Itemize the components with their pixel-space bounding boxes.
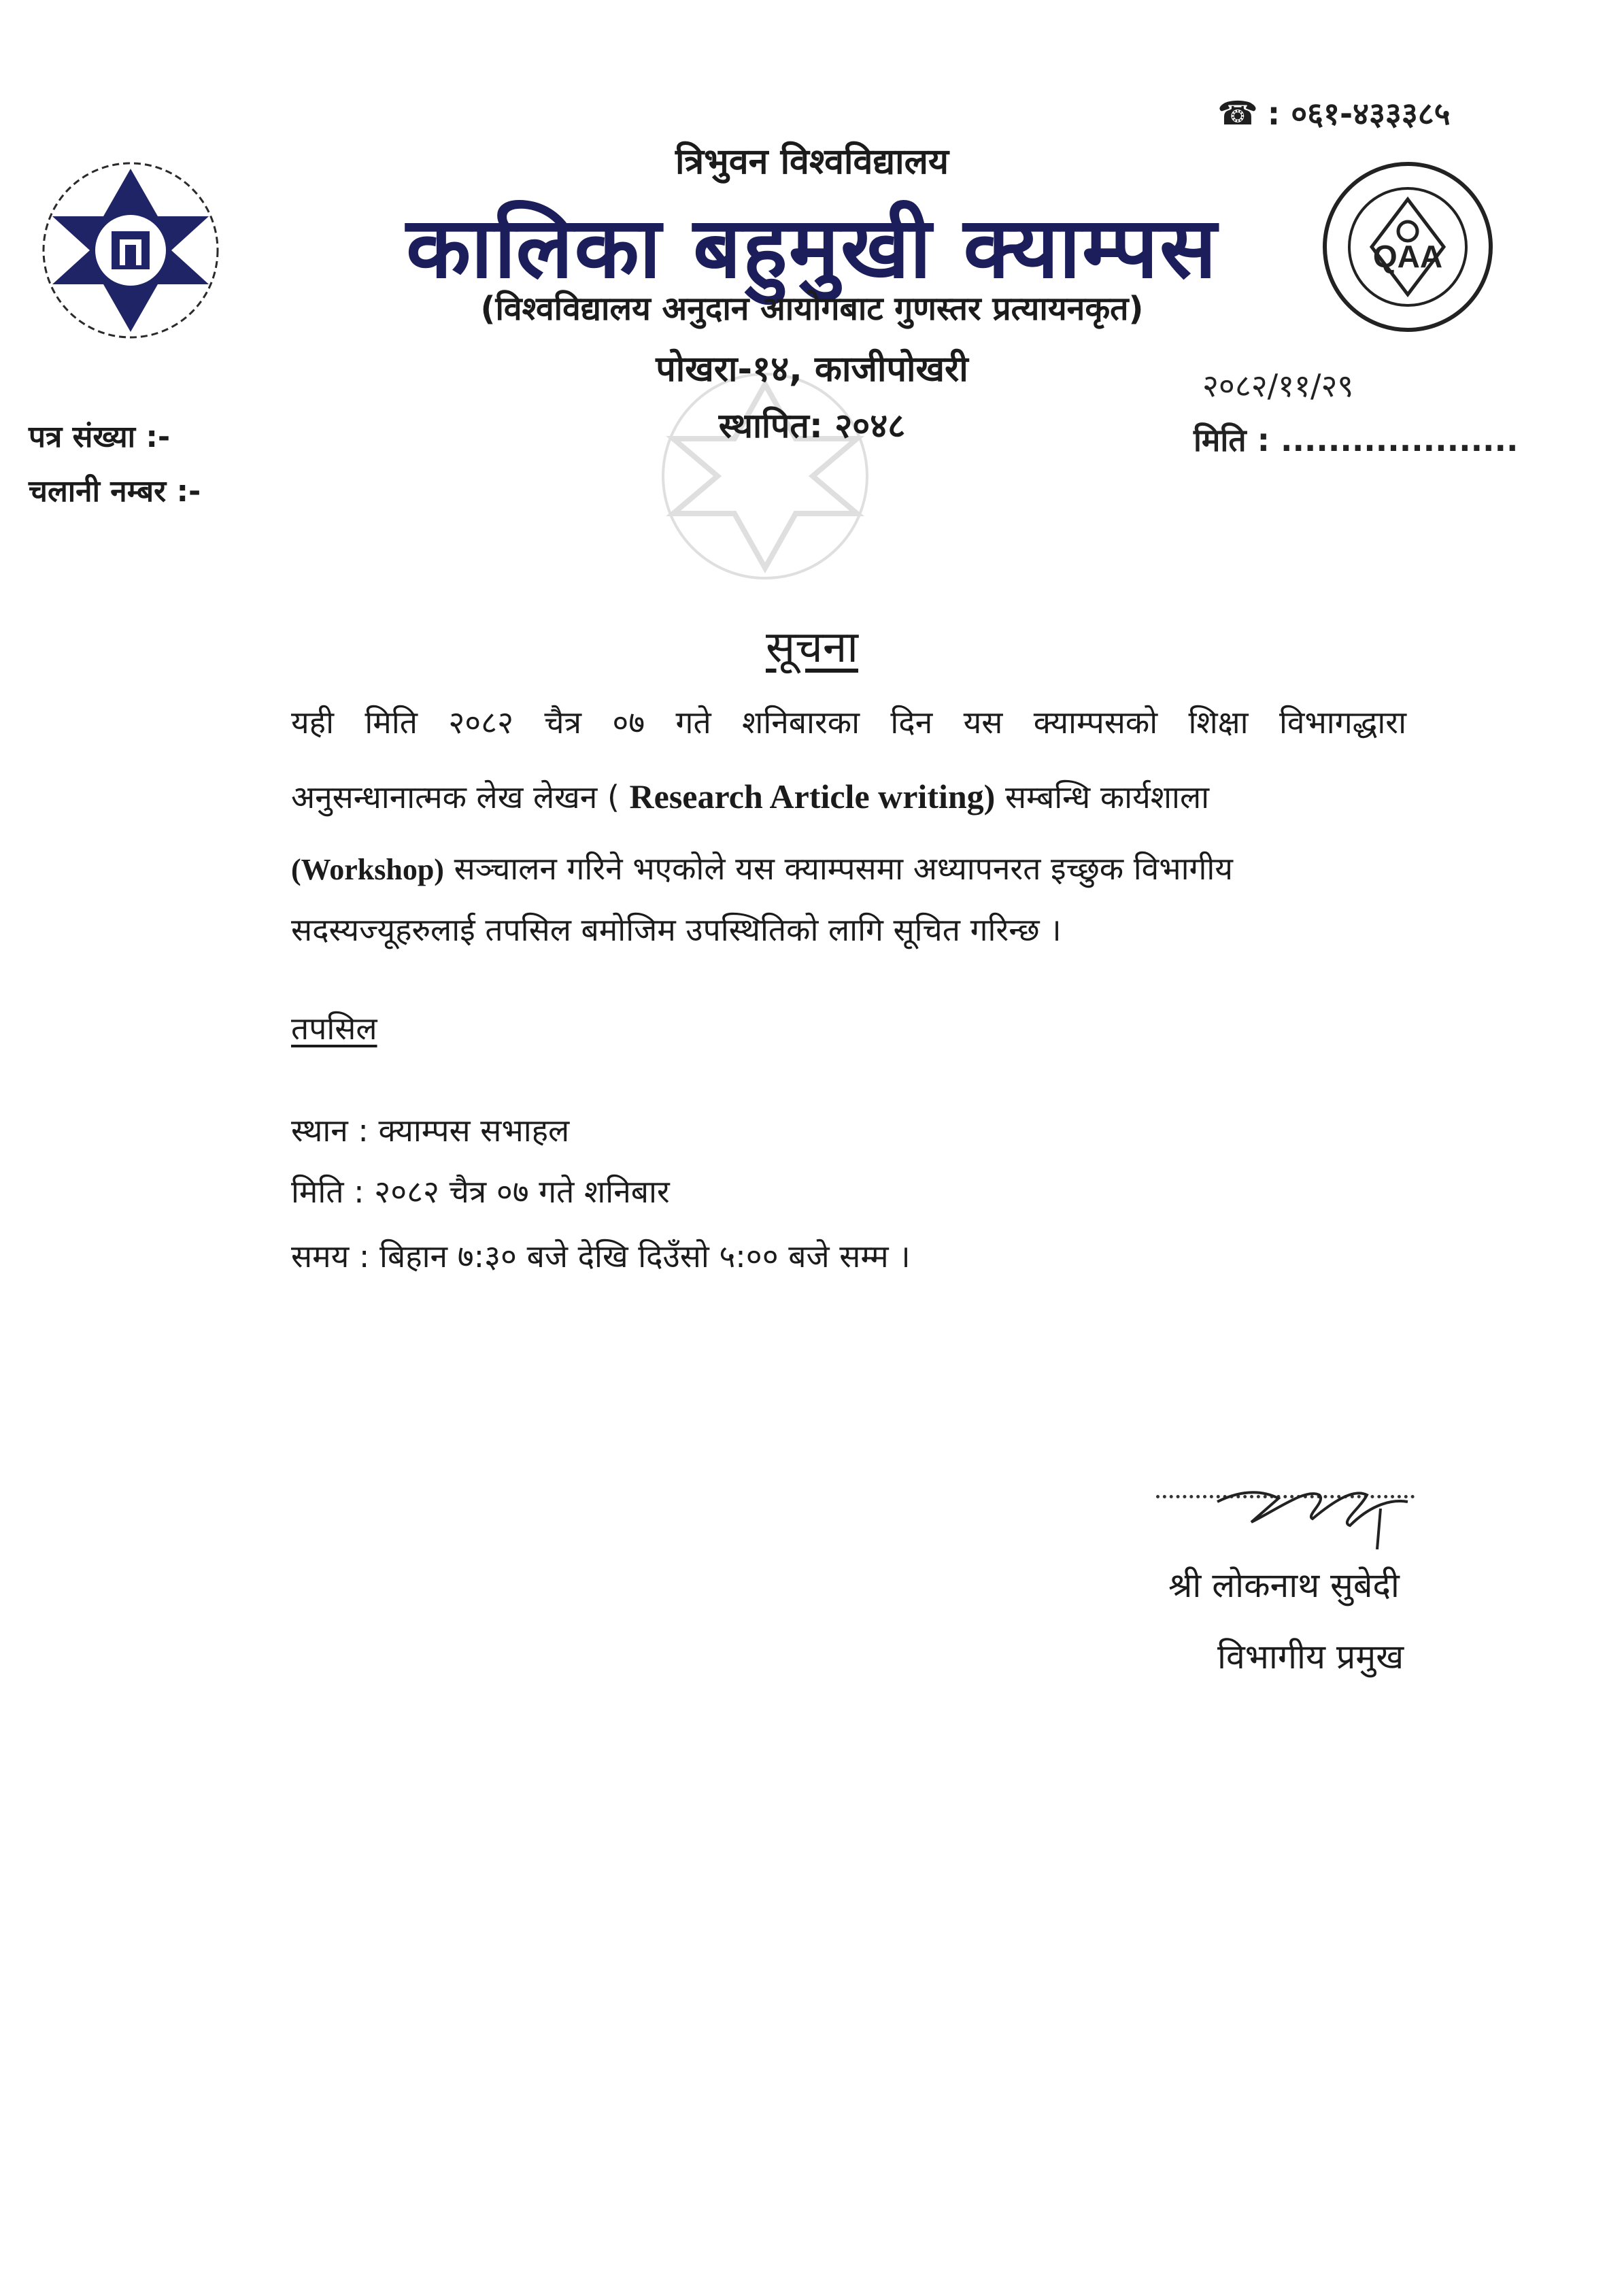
signer-title: विभागीय प्रमुख	[1217, 1637, 1404, 1677]
detail-date: मिति : २०८२ चैत्र ०७ गते शनिबार	[291, 1173, 670, 1210]
notice-line-4: सदस्यज्यूहरुलाई तपसिल बमोजिम उपस्थितिको लागि सूचित गरिन्छ ।	[291, 911, 1062, 948]
notice-line-3-a: सञ्चालन गरिने भएकोले यस क्याम्पसमा अध्यापनरत इच्छुक विभागीय	[443, 850, 1233, 887]
campus-name: कालिका बहुमुखी क्याम्पस	[406, 199, 1218, 297]
signer-name: श्री लोकनाथ सुबेदी	[1168, 1566, 1400, 1605]
accreditation-line: (विश्वविद्यालय अनुदान आयोगबाट गुणस्तर प्रत्यायनकृत)	[480, 290, 1144, 328]
dispatch-number-label: चलानी नम्बर :-	[29, 474, 201, 509]
notice-line-1: यही मिति २०८२ चैत्र ०७ गते शनिबारका दिन यस क्याम्पसको शिक्षा विभागद्धारा	[291, 704, 1406, 741]
date-field: मिति : ....................	[1194, 422, 1519, 458]
telephone-icon: ☎	[1217, 95, 1258, 133]
notice-line-3	[291, 847, 1406, 889]
notice-line-2-b: सम्बन्धि कार्यशाला	[995, 779, 1210, 815]
university-name: त्रिभुवन विश्वविद्यालय	[675, 141, 949, 182]
handwritten-signature-icon	[1204, 1461, 1435, 1556]
campus-address: पोखरा-१४, काजीपोखरी	[656, 349, 968, 390]
notice-line-2-a: अनुसन्धानात्मक लेख लेखन (	[291, 779, 630, 815]
details-heading: तपसिल	[291, 1010, 377, 1047]
workshop-text: (Workshop)	[291, 853, 444, 886]
qaa-label: QAA	[1372, 239, 1443, 274]
phone-text: : ०६१-४३३३८५	[1267, 95, 1451, 132]
letter-number-label: पत्र संख्या :-	[29, 420, 171, 454]
phone-number	[1217, 92, 1451, 134]
notice-line-2	[291, 775, 1406, 818]
research-article-text: Research Article writing)	[629, 777, 996, 815]
notice-title	[0, 616, 1624, 675]
detail-time: समय : बिहान ७:३० बजे देखि दिउँसो ५:०० बजे सम्म ।	[291, 1238, 911, 1275]
detail-place: स्थान : क्याम्पस सभाहल	[291, 1112, 570, 1149]
watermark-emblem-icon	[653, 367, 877, 585]
notice-title-text: सूचना	[766, 622, 858, 673]
letter-date: २०८२/११/२९	[1202, 367, 1354, 404]
established-year: स्थापित: २०४८	[718, 406, 906, 445]
